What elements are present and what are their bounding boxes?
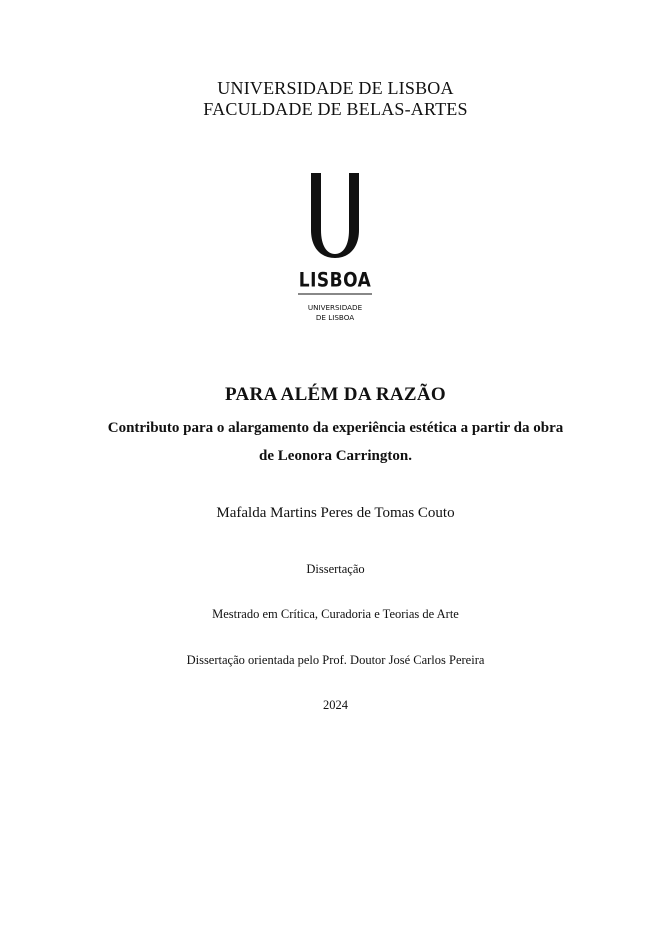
document-type: Dissertação [306, 562, 365, 576]
university-logo [290, 168, 380, 328]
institution-header [0, 78, 671, 120]
thesis-subtitle [0, 414, 671, 470]
logo-caption-line1: UNIVERSIDADE [307, 303, 363, 312]
author-name: Mafalda Martins Peres de Tomas Couto [216, 505, 455, 521]
year: 2024 [323, 698, 348, 712]
logo-caption-line2: DE LISBOA [315, 313, 355, 322]
subtitle-line-1: Contributo para o alargamento da experiência estética a partir da obra [107, 420, 564, 436]
faculty-name: FACULDADE DE BELAS-ARTES [203, 99, 468, 119]
logo-wordmark: LISBOA [298, 269, 372, 292]
logo-u-letter [311, 173, 359, 258]
subtitle-line-2: de Leonora Carrington. [259, 448, 412, 464]
degree-name: Mestrado em Crítica, Curadoria e Teorias de Arte [212, 607, 459, 621]
supervision-note: Dissertação orientada pelo Prof. Doutor José Carlos Pereira [186, 653, 485, 667]
thesis-title: PARA ALÉM DA RAZÃO [225, 384, 446, 405]
university-name: UNIVERSIDADE DE LISBOA [217, 78, 454, 98]
